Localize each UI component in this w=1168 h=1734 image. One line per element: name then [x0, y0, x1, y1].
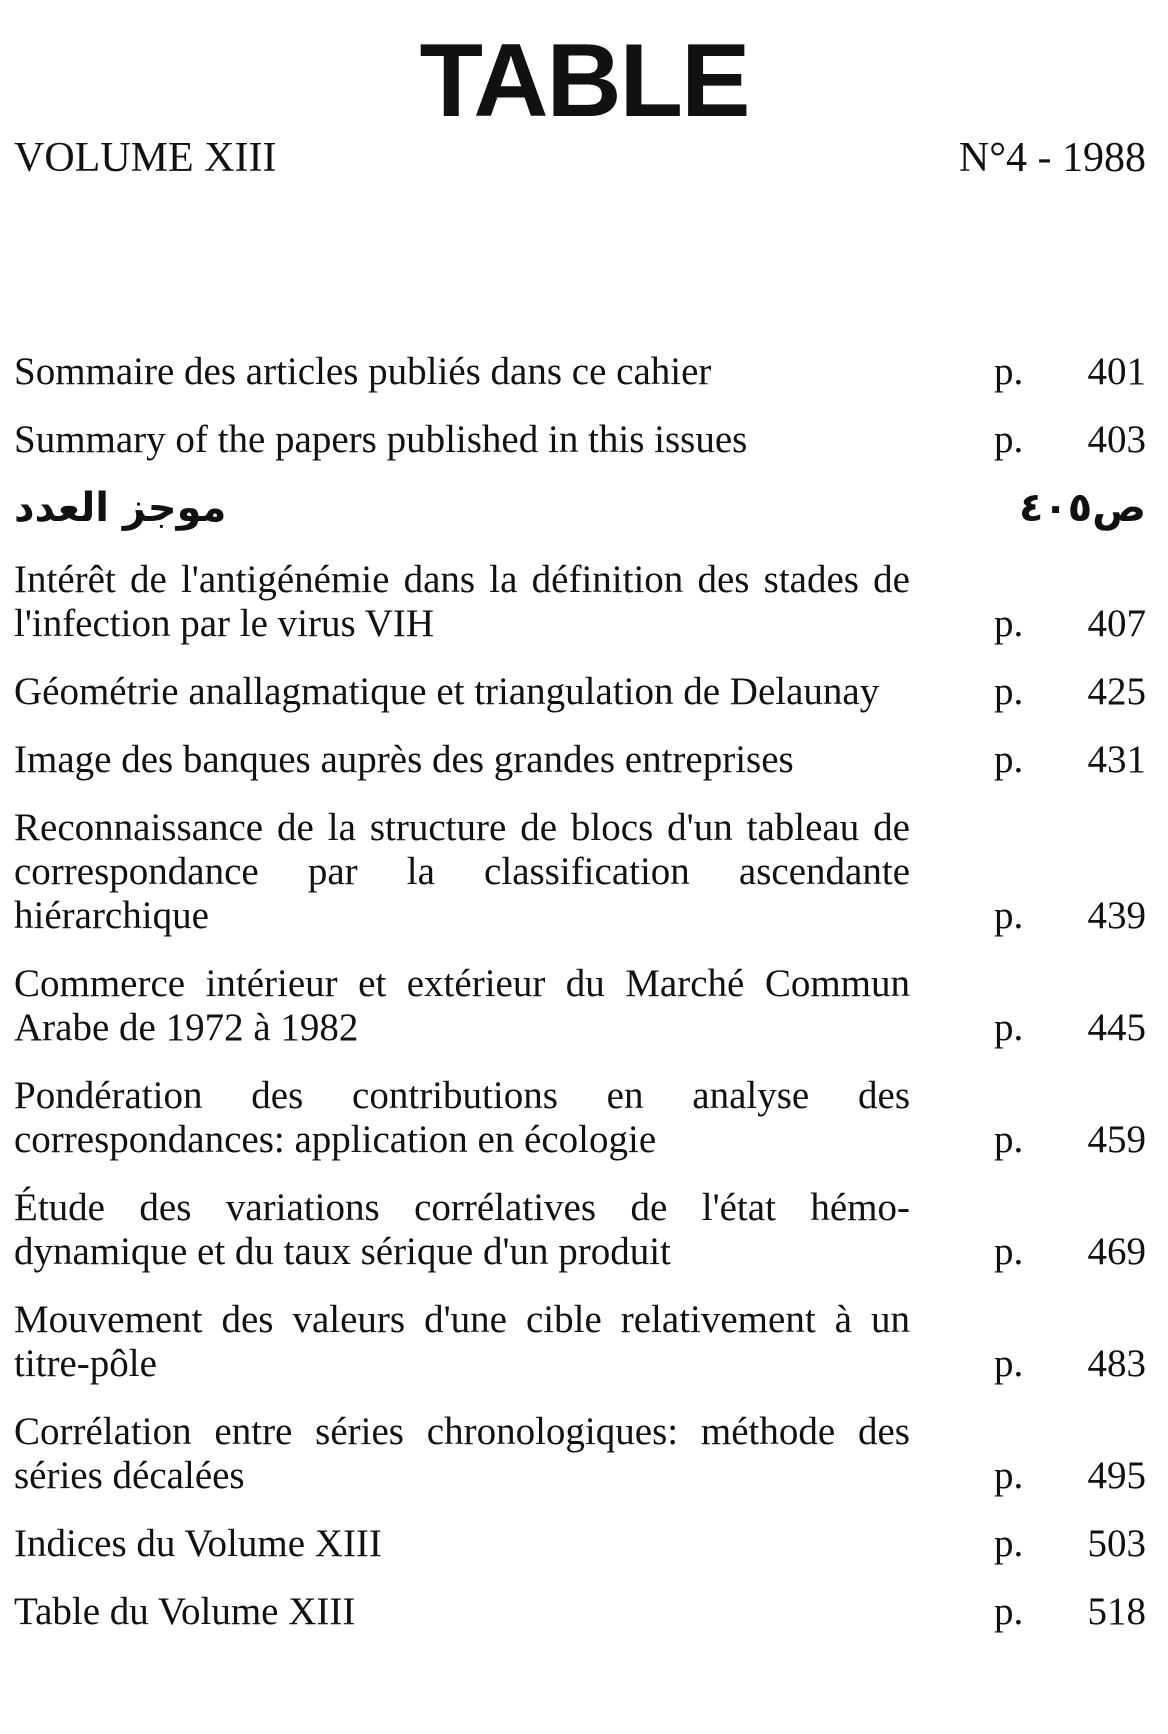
toc-entry-page-prefix: p. [994, 738, 1024, 781]
toc-entry-page-number: 445 [1087, 1006, 1146, 1049]
toc-entry-page-number: 503 [1087, 1522, 1146, 1565]
toc-entry-page-number: 407 [1087, 602, 1146, 645]
toc-entry[interactable] [14, 1298, 1146, 1386]
toc-entry-title: موجز العدد [14, 485, 227, 531]
toc-entry[interactable] [14, 1522, 1146, 1566]
toc-entry-title: Étude des variations corrélatives de l'état hémo-dynamique et du taux sérique d'un produit [14, 1186, 910, 1273]
toc-entry[interactable] [14, 670, 1146, 714]
toc-entry-page-number: 401 [1087, 350, 1146, 393]
toc-entry-title: Sommaire des articles publiés dans ce cahier [14, 350, 712, 393]
toc-entry-page-prefix: p. [994, 894, 1024, 937]
volume-label: VOLUME XIII [14, 135, 277, 181]
toc-entry-title: Summary of the papers published in this issues [14, 418, 748, 461]
toc-entry-page-number: 483 [1087, 1342, 1146, 1385]
toc-entry-page-number: 439 [1087, 894, 1146, 937]
table-of-contents [14, 350, 1146, 1658]
toc-entry-title: Reconnaissance de la structure de blocs d'un tableau de correspondance par la classification ascendante hiérarchique [14, 806, 910, 937]
toc-entry-page-number: 403 [1087, 418, 1146, 461]
toc-entry-page-number: 469 [1087, 1230, 1146, 1273]
toc-entry-title: Commerce intérieur et extérieur du Marché Commun Arabe de 1972 à 1982 [14, 962, 910, 1049]
toc-entry-page-prefix: p. [994, 1454, 1024, 1497]
toc-entry-title: Intérêt de l'antigénémie dans la définition des stades de l'infection par le virus VIH [14, 558, 910, 645]
toc-entry-title: Table du Volume XIII [14, 1590, 356, 1633]
toc-entry-page-prefix: p. [994, 670, 1024, 713]
toc-entry[interactable] [14, 962, 1146, 1050]
toc-entry[interactable] [14, 1186, 1146, 1274]
toc-entry[interactable] [14, 1410, 1146, 1498]
toc-entry-title: Corrélation entre séries chronologiques: méthode des séries décalées [14, 1410, 910, 1497]
toc-entry-title: Image des banques auprès des grandes entreprises [14, 738, 794, 781]
page-title: TABLE [419, 23, 749, 139]
toc-entry-page-prefix: p. [994, 1590, 1024, 1633]
toc-entry[interactable] [14, 558, 1146, 646]
toc-entry[interactable] [14, 806, 1146, 938]
toc-entry-page-prefix: p. [994, 350, 1024, 393]
toc-entry-page-number: 495 [1087, 1454, 1146, 1497]
toc-entry-page-number: 459 [1087, 1118, 1146, 1161]
toc-entry-page-prefix: p. [994, 418, 1024, 461]
toc-entry-page-prefix: p. [994, 1006, 1024, 1049]
toc-entry[interactable] [14, 418, 1146, 462]
toc-entry[interactable] [14, 350, 1146, 394]
toc-entry-title: Indices du Volume XIII [14, 1522, 382, 1565]
toc-entry-title: Pondération des contributions en analyse des correspondances: application en écologie [14, 1074, 910, 1161]
toc-entry-page-number: ص٤٠٥ [1018, 485, 1146, 531]
toc-entry[interactable] [14, 1074, 1146, 1162]
toc-entry-page-prefix: p. [994, 1230, 1024, 1273]
toc-entry-arabic[interactable] [14, 486, 1146, 530]
toc-entry-page-prefix: p. [994, 1118, 1024, 1161]
toc-entry-page-prefix: p. [994, 602, 1024, 645]
toc-entry-page-prefix: p. [994, 1522, 1024, 1565]
toc-entry-page-number: 431 [1087, 738, 1146, 781]
toc-entry-page-prefix: p. [994, 1342, 1024, 1385]
toc-entry-title: Mouvement des valeurs d'une cible relativement à un titre-pôle [14, 1298, 910, 1385]
toc-entry-page-number: 425 [1087, 670, 1146, 713]
toc-entry-title: Géométrie anallagmatique et triangulation de Delaunay [14, 670, 880, 713]
toc-entry[interactable] [14, 738, 1146, 782]
toc-entry-page-number: 518 [1087, 1590, 1146, 1633]
toc-entry[interactable] [14, 1590, 1146, 1634]
issue-label: N°4 - 1988 [958, 135, 1146, 181]
